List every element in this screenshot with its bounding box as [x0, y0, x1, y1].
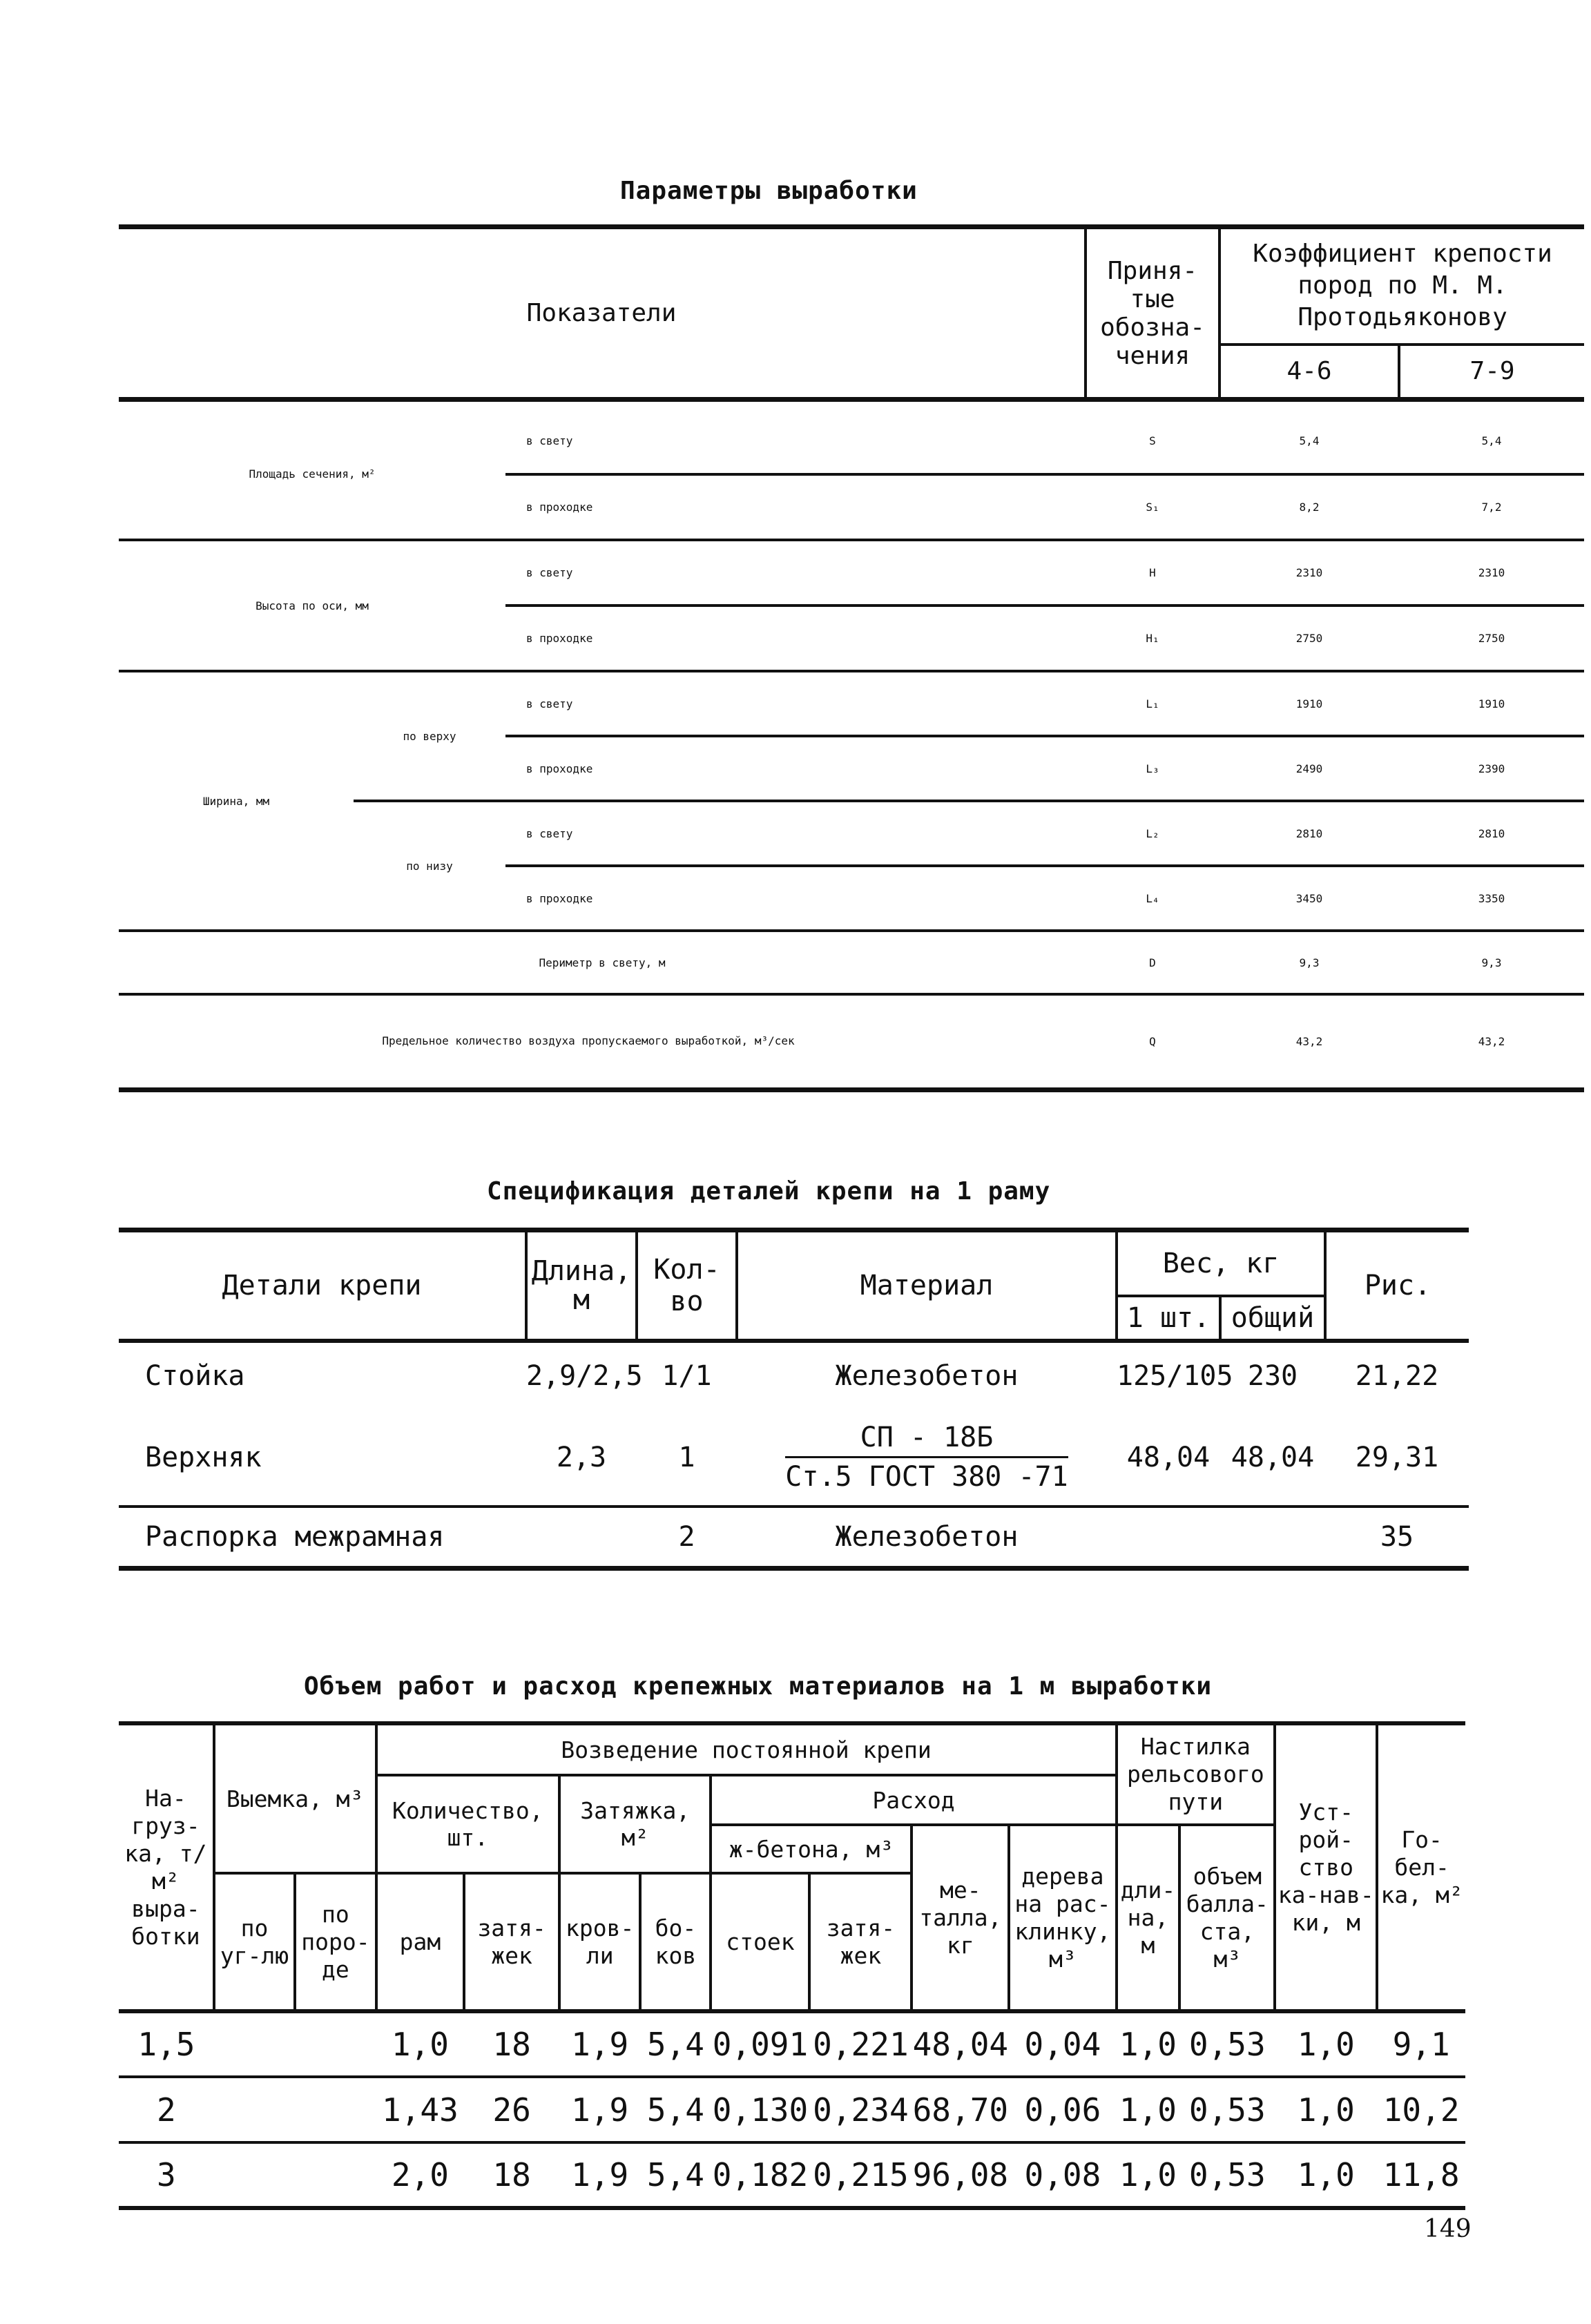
row1-by-rock: [295, 2011, 376, 2077]
header-weight-total: общий: [1220, 1296, 1325, 1341]
width-sub-4: в проходке: [505, 866, 1086, 931]
row1-sides: 5,4: [640, 2011, 711, 2077]
row3-frames: 2,0: [391, 2156, 449, 2194]
area-sym-2: S₁: [1086, 474, 1219, 540]
height-label: Высота по оси, мм: [119, 540, 505, 671]
width-sym-3: L₂: [1086, 801, 1219, 866]
row3-load: 3: [157, 2156, 176, 2194]
header-track-length: дли-на, м: [1117, 1825, 1180, 2011]
height-v1-2: 2750: [1219, 606, 1399, 671]
row3-roof: 1,9: [571, 2156, 629, 2194]
perimeter-v1: 9,3: [1219, 931, 1399, 994]
height-v2-1: 2310: [1399, 540, 1584, 606]
area-v2-2: 7,2: [1399, 474, 1584, 540]
header-tightening: Затяжка, м²: [559, 1775, 711, 1873]
air-label: Предельное количество воздуха пропускаемого выработкой, м³/сек: [119, 994, 1086, 1090]
header-by-rock: по поро-де: [295, 1873, 376, 2011]
header-consumption: Расход: [711, 1775, 1116, 1825]
spec-row-3-total: [1220, 1507, 1325, 1569]
area-sym-1: S: [1086, 409, 1219, 474]
width-v1-4: 3450: [1219, 866, 1399, 931]
area-v2-1: 5,4: [1399, 409, 1584, 474]
header-roof: кров-ли: [559, 1873, 640, 2011]
width-sub-2: в проходке: [505, 736, 1086, 801]
spec-row-1-length: 2,9/2,5: [526, 1360, 643, 1392]
header-sides: бо-ков: [640, 1873, 711, 2011]
spec-row-2-length: 2,3: [526, 1410, 637, 1507]
width-v1-1: 1910: [1219, 671, 1399, 736]
spec-row-2-total: 48,04: [1220, 1410, 1325, 1507]
spec-row-1-material: Железобетон: [835, 1360, 1019, 1392]
header-frames: рам: [376, 1873, 465, 2011]
height-sym-1: H: [1086, 540, 1219, 606]
header-load: На-груз-ка, т/м² выра-ботки: [119, 1723, 214, 2011]
header-rc: ж-бетона, м³: [711, 1825, 912, 1873]
spec-row-1-total: 230: [1247, 1360, 1298, 1392]
row2-load: 2: [119, 2077, 214, 2142]
row1-by-coal: [214, 2011, 295, 2077]
row2-sides: 5,4: [640, 2077, 711, 2142]
table2-title: Спецификация деталей крепи на 1 раму: [487, 1177, 1051, 1205]
header-weight: Вес, кг: [1117, 1230, 1325, 1296]
specification-table: [119, 1228, 1469, 1571]
spec-row-2-fig: 29,31: [1325, 1410, 1469, 1507]
parameters-body: [119, 409, 1584, 1092]
height-sub-1: в свету: [505, 540, 1086, 606]
width-sym-4: L₄: [1086, 866, 1219, 931]
page-number: 149: [1424, 2215, 1472, 2243]
row1-posts: 0,091: [711, 2011, 809, 2077]
row2-posts: 0,130: [711, 2077, 809, 2142]
header-wood: дерева на рас-клинку, м³: [1009, 1825, 1116, 2011]
row3-ditch: 1,0: [1297, 2156, 1355, 2194]
row1-flange: 9,1: [1377, 2011, 1465, 2077]
air-v2: 43,2: [1399, 994, 1584, 1090]
row3-lags: 0,215: [813, 2156, 909, 2194]
table3-title: Объем работ и расход крепежных материалов на 1 м выработки: [304, 1672, 1213, 1701]
air-sym: Q: [1086, 994, 1219, 1090]
row3-lagging: 18: [492, 2156, 531, 2194]
row3-track-length: 1,0: [1119, 2156, 1177, 2194]
spec-row-2-material-bottom: Ст.5 ГОСТ 380 -71: [785, 1461, 1068, 1493]
works-table: [119, 1721, 1465, 2210]
row3-by-rock: [295, 2142, 376, 2208]
header-lagging: затя-жек: [464, 1873, 559, 2011]
area-sub-1: в свету: [505, 409, 1086, 474]
perimeter-v2: 9,3: [1399, 931, 1584, 994]
header-count: Количество, шт.: [376, 1775, 559, 1873]
header-qty: Кол-во: [637, 1230, 737, 1341]
row2-flange: 10,2: [1377, 2077, 1465, 2142]
spec-row-2-material: [737, 1410, 1117, 1507]
air-v1: 43,2: [1219, 994, 1399, 1090]
header-coef-4-6: 4-6: [1219, 345, 1399, 400]
row2-metal: 68,70: [912, 2077, 1009, 2142]
row2-ditch: 1,0: [1275, 2077, 1377, 2142]
width-v2-3: 2810: [1399, 801, 1584, 866]
header-metal: ме-талла, кг: [912, 1825, 1009, 2011]
width-top: по верху: [354, 671, 505, 801]
area-label: Площадь сечения, м²: [119, 409, 505, 540]
width-v1-3: 2810: [1219, 801, 1399, 866]
row1-lags: 0,221: [809, 2011, 912, 2077]
spec-row-1-one: 125/105: [1117, 1360, 1233, 1392]
header-material: Материал: [737, 1230, 1117, 1341]
spec-row-3-material: Железобетон: [835, 1520, 1019, 1553]
width-v2-2: 2390: [1399, 736, 1584, 801]
row1-track-length: 1,0: [1117, 2011, 1180, 2077]
header-coefficient: Коэффициент крепости пород по М. М. Протодьяконову: [1219, 227, 1584, 345]
spec-row-2-material-top: СП - 18Б: [785, 1422, 1068, 1458]
row2-track-length: 1,0: [1117, 2077, 1180, 2142]
width-v2-4: 3350: [1399, 866, 1584, 931]
width-label: Ширина, мм: [119, 671, 354, 931]
header-ballast: объем балла-ста, м³: [1179, 1825, 1275, 2011]
row1-lagging: 18: [464, 2011, 559, 2077]
row2-ballast: 0,53: [1179, 2077, 1275, 2142]
row2-lagging: 26: [464, 2077, 559, 2142]
width-sym-1: L₁: [1086, 671, 1219, 736]
header-symbols: Приня-тые обозна-чения: [1086, 227, 1219, 400]
perimeter-sym: D: [1086, 931, 1219, 994]
row3-sides: 5,4: [646, 2156, 704, 2194]
header-fig: Рис.: [1325, 1230, 1469, 1341]
area-v1-2: 8,2: [1219, 474, 1399, 540]
width-v1-2: 2490: [1219, 736, 1399, 801]
header-flange: Го-бел-ка, м²: [1377, 1723, 1465, 2011]
spec-row-3-length: [526, 1507, 637, 1569]
height-v2-2: 2750: [1399, 606, 1584, 671]
width-bottom: по низу: [354, 801, 505, 931]
header-coef-7-9: 7-9: [1399, 345, 1584, 400]
spec-row-3-qty: 2: [678, 1520, 695, 1553]
spec-row-2-one: 48,04: [1117, 1410, 1220, 1507]
width-sym-2: L₃: [1086, 736, 1219, 801]
spec-row-1-name: Стойка: [145, 1360, 245, 1392]
row1-roof: 1,9: [559, 2011, 640, 2077]
row2-roof: 1,9: [559, 2077, 640, 2142]
row2-lags: 0,234: [809, 2077, 912, 2142]
header-length: Длина, м: [526, 1230, 637, 1341]
area-sub-2: в проходке: [505, 474, 1086, 540]
spec-row-3-one: [1117, 1507, 1220, 1569]
width-sub-3: в свету: [505, 801, 1086, 866]
width-v2-1: 1910: [1399, 671, 1584, 736]
area-v1-1: 5,4: [1219, 409, 1399, 474]
row1-ditch: 1,0: [1275, 2011, 1377, 2077]
row3-metal: 96,08: [912, 2156, 1009, 2194]
header-weight-one: 1 шт.: [1117, 1296, 1220, 1341]
row2-frames: 1,43: [376, 2077, 465, 2142]
row3-ballast: 0,53: [1188, 2156, 1266, 2194]
height-sub-2: в проходке: [505, 606, 1086, 671]
header-lags: затя-жек: [809, 1873, 912, 2011]
row2-wood: 0,06: [1009, 2077, 1116, 2142]
header-excavation: Выемка, м³: [214, 1723, 376, 1873]
row1-ballast: 0,53: [1179, 2011, 1275, 2077]
spec-row-2-name: Верхняк: [119, 1410, 526, 1507]
height-v1-1: 2310: [1219, 540, 1399, 606]
width-sub-1: в свету: [505, 671, 1086, 736]
header-erection: Возведение постоянной крепи: [376, 1723, 1117, 1775]
row3-by-coal: [214, 2142, 295, 2208]
spec-row-3-fig: 35: [1380, 1520, 1414, 1553]
header-parts: Детали крепи: [119, 1230, 526, 1341]
row2-by-rock: [295, 2077, 376, 2142]
height-sym-2: H₁: [1086, 606, 1219, 671]
row3-posts: 0,182: [712, 2156, 809, 2194]
header-by-coal: по уг-лю: [214, 1873, 295, 2011]
header-ditch: Уст-рой-ство ка-нав-ки, м: [1275, 1723, 1377, 2011]
row1-frames: 1,0: [376, 2011, 465, 2077]
parameters-table: [119, 224, 1584, 402]
perimeter-label: Периметр в свету, м: [119, 931, 1086, 994]
row3-flange: 11,8: [1382, 2156, 1460, 2194]
row1-metal: 48,04: [912, 2011, 1009, 2077]
spec-row-1-fig: 21,22: [1355, 1360, 1439, 1392]
row2-by-coal: [214, 2077, 295, 2142]
row1-load: 1,5: [119, 2011, 214, 2077]
header-track: Настилка рельсового пути: [1117, 1723, 1275, 1825]
row3-wood: 0,08: [1024, 2156, 1101, 2194]
spec-row-3-name: Распорка межрамная: [145, 1520, 445, 1553]
spec-row-1-qty: 1/1: [662, 1360, 712, 1392]
table1-title: Параметры выработки: [620, 177, 918, 205]
spec-row-2-qty: 1: [637, 1410, 737, 1507]
row1-wood: 0,04: [1009, 2011, 1116, 2077]
header-indicators: Показатели: [119, 227, 1086, 400]
header-posts: стоек: [711, 1873, 809, 2011]
